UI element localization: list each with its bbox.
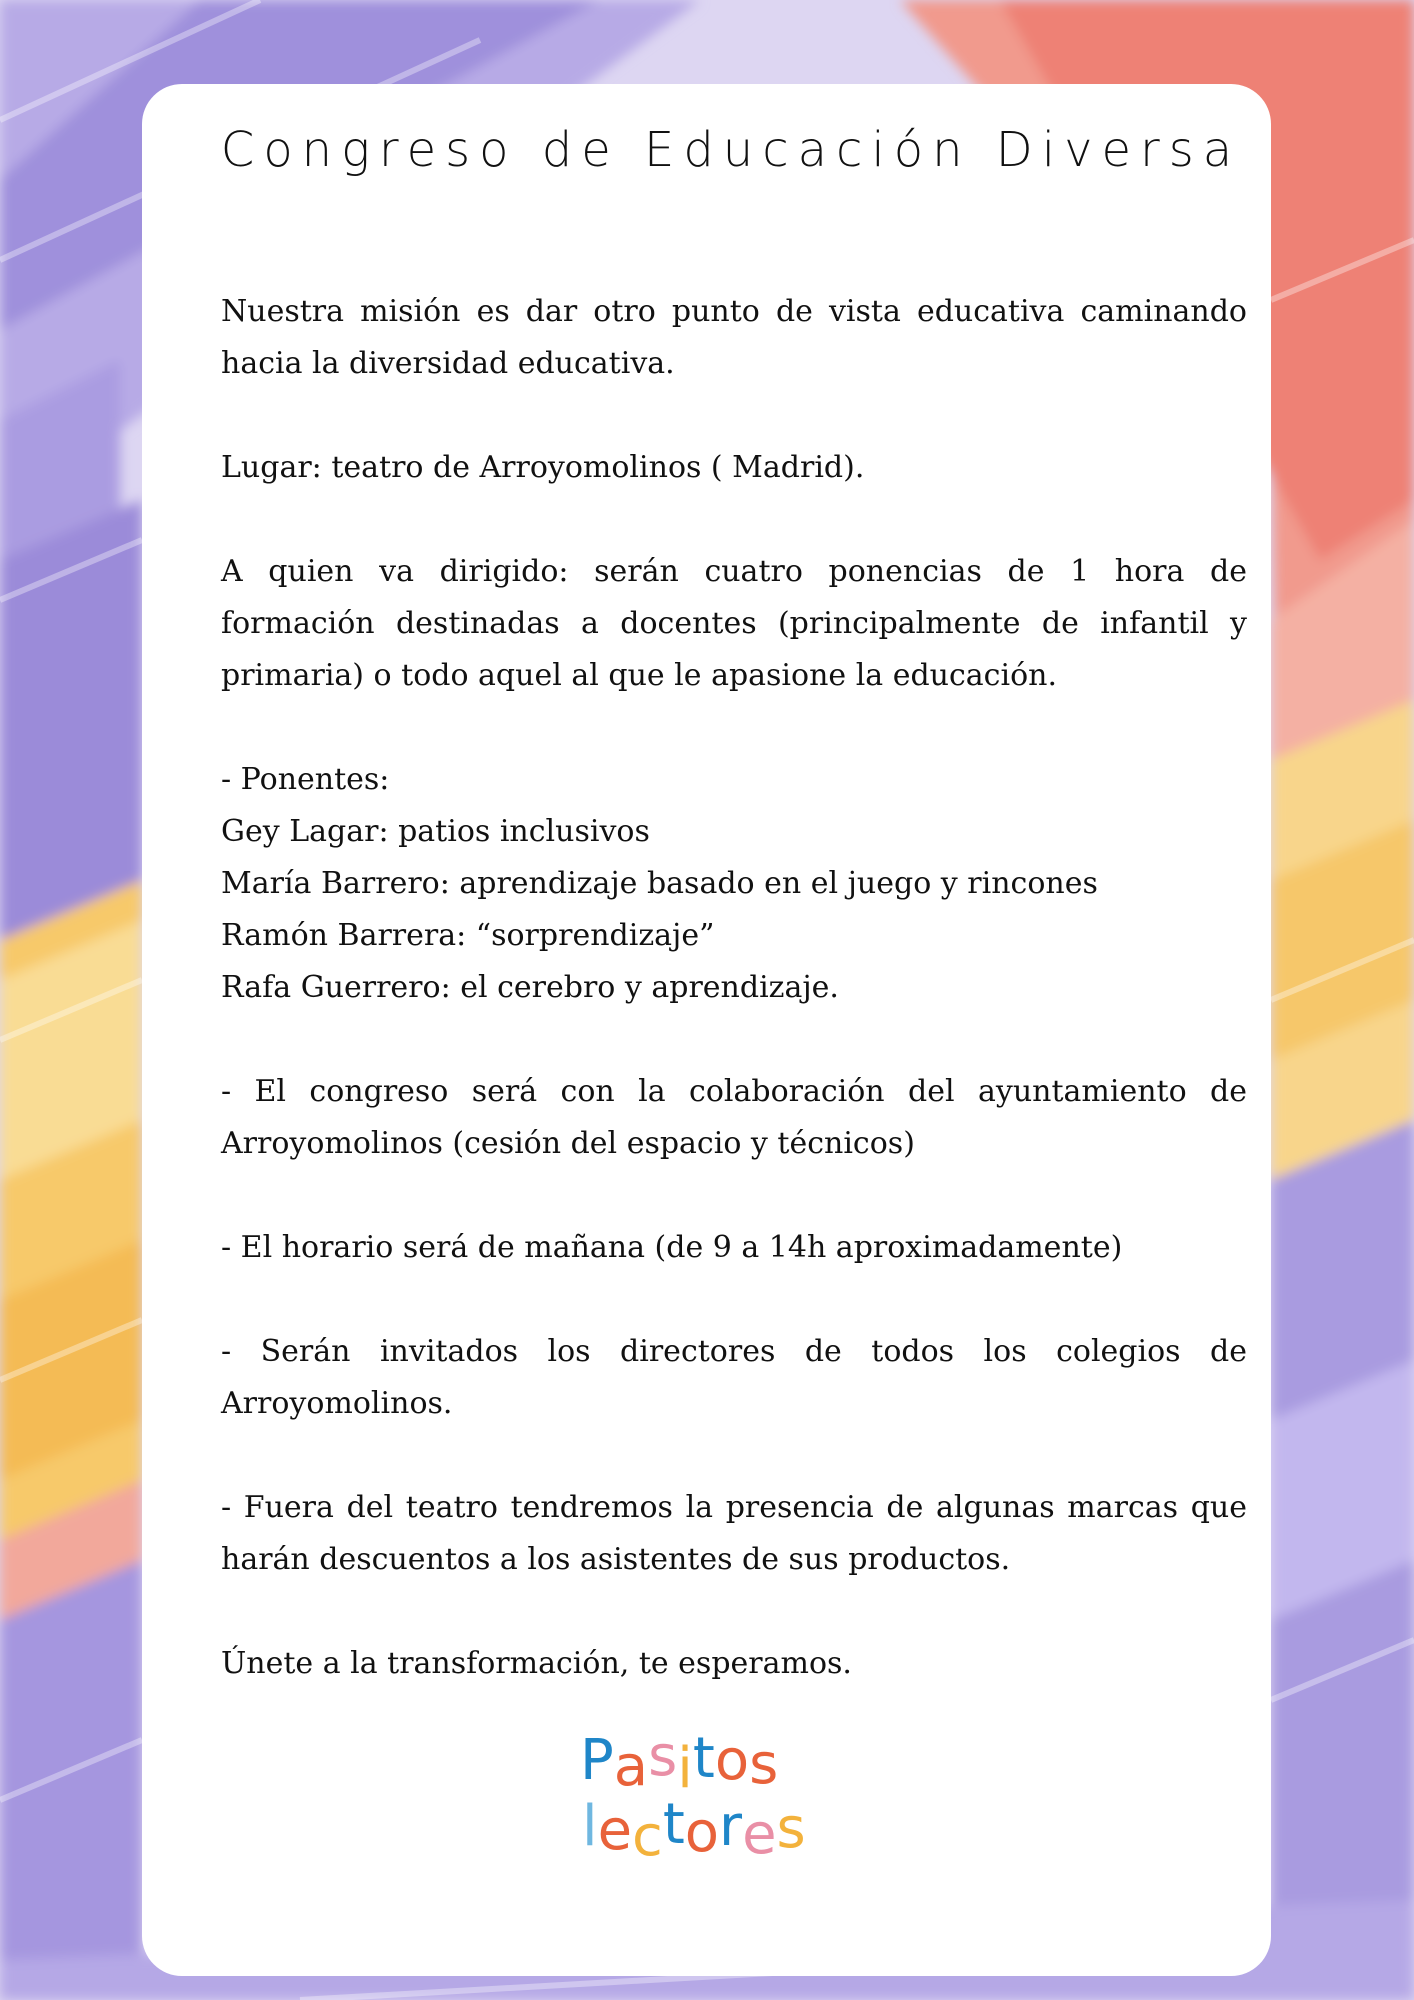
logo-line-1: [580, 1724, 779, 1801]
collaboration-paragraph: - El congreso será con la colaboración del ayuntamiento de Arroyomolinos (cesión del espacio y técnicos): [221, 1074, 1247, 1161]
logo-letter: s: [749, 1732, 779, 1797]
logo-letter: t: [692, 1726, 715, 1791]
speaker-item: María Barrero: aprendizaje basado en el juego y rincones: [221, 866, 1098, 901]
logo-letter: t: [662, 1792, 685, 1857]
invitations-paragraph: - Serán invitados los directores de todos los colegios de Arroyomolinos.: [221, 1334, 1247, 1421]
logo-letter: s: [776, 1796, 806, 1861]
logo-letter: o: [684, 1800, 720, 1865]
speakers-section: [221, 754, 1247, 1014]
audience-paragraph: A quien va dirigido: serán cuatro ponencias de 1 hora de formación destinadas a docentes (principalmente de infantil y primaria) o todo aquel al que le apasione la educación.: [221, 554, 1247, 693]
place-paragraph: Lugar: teatro de Arroyomolinos ( Madrid).: [221, 450, 865, 485]
logo-letter: a: [613, 1734, 649, 1799]
speaker-item: Gey Lagar: patios inclusivos: [221, 814, 650, 849]
logo-letter: o: [714, 1728, 750, 1793]
speaker-item: Rafa Guerrero: el cerebro y aprendizaje.: [221, 970, 839, 1005]
logo-letter: l: [582, 1794, 598, 1859]
speaker-item: Ramón Barrera: “sorprendizaje”: [221, 918, 715, 953]
logo-letter: r: [719, 1794, 743, 1859]
logo-line-2: [582, 1792, 806, 1869]
mission-paragraph: Nuestra misión es dar otro punto de vista educativa caminando hacia la diversidad educativa.: [221, 294, 1247, 381]
brands-paragraph: - Fuera del teatro tendremos la presencia de algunas marcas que harán descuentos a los asistentes de sus productos.: [221, 1490, 1247, 1577]
logo-letter: e: [742, 1802, 777, 1867]
schedule-paragraph: - El horario será de mañana (de 9 a 14h aproximadamente): [221, 1230, 1123, 1265]
closing-paragraph: Únete a la transformación, te esperamos.: [221, 1646, 852, 1681]
page-title: Congreso de Educación Diversa: [220, 122, 1242, 178]
speakers-heading: - Ponentes:: [221, 762, 390, 797]
logo-letter: P: [580, 1728, 614, 1793]
event-description: [221, 286, 1247, 1742]
logo-letter: s: [648, 1724, 678, 1789]
pasitos-lectores-logo: [580, 1724, 870, 1878]
logo-letter: i: [677, 1736, 693, 1801]
logo-letter: e: [597, 1798, 633, 1863]
logo-letter: c: [632, 1804, 663, 1869]
